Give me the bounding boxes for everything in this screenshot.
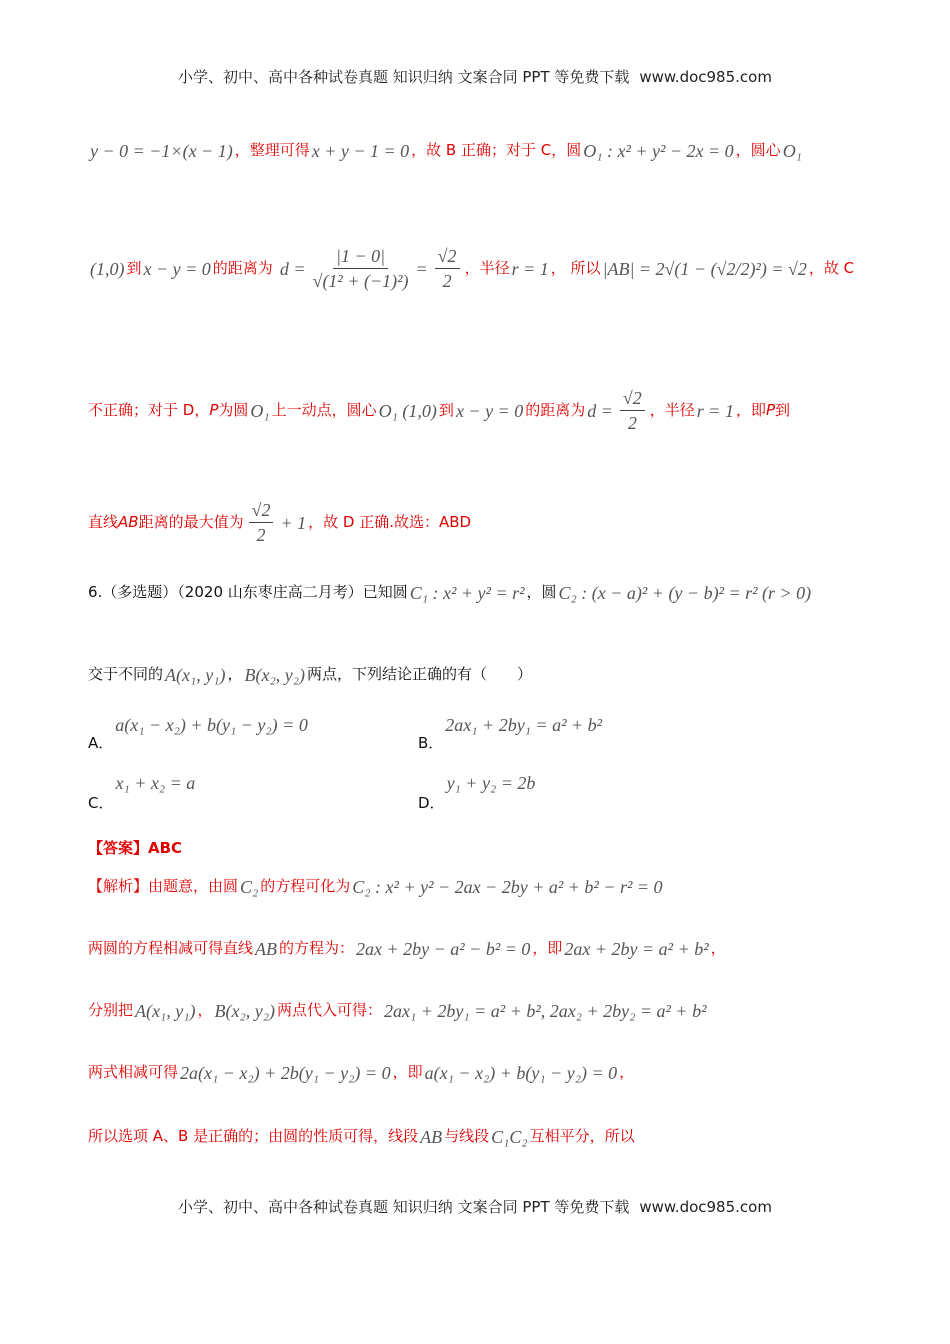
option-letter: D．	[418, 794, 445, 812]
option-d[interactable]	[418, 773, 537, 812]
equation: C₁C₂	[491, 1126, 528, 1147]
fraction	[433, 246, 462, 291]
text: ，	[619, 1063, 635, 1081]
text: 为圆	[218, 401, 249, 419]
equation: x + y − 1 = 0	[311, 140, 410, 161]
page-header	[0, 66, 950, 87]
equation: C₂ : (x − a)² + (y − b)² = r² (r > 0)	[558, 582, 812, 603]
equation: 2ax + 2by − a² − b² = 0	[356, 938, 531, 959]
equation: =	[415, 258, 428, 279]
equation: x − y = 0	[455, 400, 524, 421]
text: 与线段	[444, 1127, 490, 1145]
denominator: 2	[442, 271, 452, 291]
text: 【解析】由题意，由圆	[88, 877, 239, 895]
text: 到	[438, 401, 454, 419]
equation: B(x₂, y₂)	[244, 664, 305, 685]
answer-text: 【答案】ABC	[88, 839, 183, 857]
italic-p: P	[765, 401, 776, 419]
text: 到	[126, 259, 142, 277]
fraction	[618, 388, 647, 433]
text: ，半径	[649, 401, 695, 419]
equation: d =	[279, 258, 306, 279]
text: 互相平分，所以	[529, 1127, 635, 1145]
numerator: √2	[249, 500, 274, 523]
text: ，即	[532, 939, 563, 957]
option-formula: 2ax₁ + 2by₁ = a² + b²	[445, 715, 603, 735]
text: 的方程为：	[279, 939, 355, 957]
equation: A(x₁, y₁)	[165, 664, 226, 685]
option-letter: C．	[88, 794, 114, 812]
footer-text: 小学、初中、高中各种试卷真题 知识归纳 文案合同 PPT 等免费下载	[178, 1198, 630, 1216]
header-url[interactable]: www.doc985.com	[639, 68, 772, 86]
answer	[88, 838, 182, 858]
equation: r = 1	[696, 400, 734, 421]
analysis-line-5	[88, 1126, 635, 1147]
solution-line-1	[88, 140, 804, 161]
option-c[interactable]	[88, 773, 197, 812]
text: ，	[227, 665, 243, 683]
equation: AB	[255, 938, 278, 959]
equation: a(x₁ − x₂) + b(y₁ − y₂) = 0	[424, 1062, 618, 1083]
text: 的距离为	[212, 259, 273, 277]
equation: O₁ (1,0)	[378, 400, 437, 421]
text: ，	[710, 939, 726, 957]
analysis-line-4	[88, 1062, 634, 1083]
equation: y − 0 = −1×(x − 1)	[90, 140, 233, 161]
text: ，故 C	[808, 259, 855, 277]
text: ，即	[392, 1063, 423, 1081]
option-letter: A．	[88, 734, 114, 752]
option-letter: B．	[418, 734, 444, 752]
equation: C₂	[240, 876, 259, 897]
numerator: √2	[435, 246, 460, 269]
text: 到	[775, 401, 791, 419]
equation: r = 1	[511, 258, 549, 279]
equation: 2a(x₁ − x₂) + 2b(y₁ − y₂) = 0	[180, 1062, 391, 1083]
option-formula: a(x₁ − x₂) + b(y₁ − y₂) = 0	[115, 715, 308, 735]
text: 直线	[88, 513, 119, 531]
question-6-stem-1	[88, 582, 813, 603]
text: 上一动点，圆心	[271, 401, 377, 419]
option-a[interactable]	[88, 715, 310, 752]
denominator: 2	[627, 413, 637, 433]
text: ，半径	[464, 259, 510, 277]
text: 两点代入可得：	[277, 1001, 383, 1019]
text: ， 所以	[550, 259, 601, 277]
text: 两圆的方程相减可得直线	[88, 939, 254, 957]
text: 分别把	[88, 1001, 134, 1019]
text: ，整理可得	[234, 141, 310, 159]
text: 交于不同的	[88, 665, 164, 683]
text: 两式相减可得	[88, 1063, 179, 1081]
denominator: 2	[256, 525, 266, 545]
equation: AB	[420, 1126, 443, 1147]
option-b[interactable]	[418, 715, 604, 752]
numerator: |1 − 0|	[333, 246, 388, 269]
denominator: √(1² + (−1)²)	[312, 271, 409, 291]
text: ，即	[735, 401, 766, 419]
equation: B(x₂, y₂)	[214, 1000, 275, 1021]
equation: + 1	[280, 512, 307, 533]
option-formula: x₁ + x₂ = a	[115, 773, 196, 793]
page-footer	[0, 1196, 950, 1217]
equation: A(x₁, y₁)	[135, 1000, 196, 1021]
italic-p: P	[209, 401, 219, 419]
equation: O₁ : x² + y² − 2x = 0	[583, 140, 734, 161]
equation: C₁ : x² + y² = r²	[409, 582, 525, 603]
text: ，圆心	[735, 141, 781, 159]
equation: d =	[587, 400, 613, 421]
analysis-line-3	[88, 1000, 708, 1021]
option-formula: y₁ + y₂ = 2b	[446, 773, 536, 793]
equation: |AB| = 2√(1 − (√2/2)²) = √2	[602, 258, 807, 279]
text: 的距离为	[525, 401, 586, 419]
text: ，圆	[526, 583, 557, 601]
equation: O₁	[250, 400, 270, 421]
question-6-stem-2	[88, 664, 532, 685]
text: 所以选项 A、B 是正确的；由圆的性质可得，线段	[88, 1127, 419, 1145]
equation: C₂ : x² + y² − 2ax − 2by + a² + b² − r² = 0	[352, 876, 663, 897]
solution-line-2	[88, 246, 854, 291]
solution-line-4	[88, 500, 471, 545]
equation: x − y = 0	[143, 258, 211, 279]
text: 不正确；对于 D，	[88, 401, 210, 419]
analysis-line-2	[88, 938, 726, 959]
text: 两点，下列结论正确的有（ ）	[307, 665, 533, 683]
text: 的方程可化为	[260, 877, 351, 895]
fraction	[247, 500, 276, 545]
equation: O₁	[782, 140, 802, 161]
equation: 2ax₁ + 2by₁ = a² + b², 2ax₂ + 2by₂ = a² + b²	[384, 1000, 707, 1021]
analysis-line-1	[88, 876, 665, 897]
header-text: 小学、初中、高中各种试卷真题 知识归纳 文案合同 PPT 等免费下载	[178, 68, 630, 86]
equation: 2ax + 2by = a² + b²	[564, 938, 709, 959]
text: ，故 D 正确.故选：ABD	[308, 513, 472, 531]
text: ，	[197, 1001, 213, 1019]
solution-line-3	[88, 388, 790, 433]
fraction	[311, 246, 411, 291]
footer-url[interactable]: www.doc985.com	[639, 1198, 772, 1216]
italic-ab: AB	[118, 513, 139, 531]
text: 距离的最大值为	[138, 513, 244, 531]
numerator: √2	[620, 388, 645, 411]
equation: (1,0)	[90, 258, 125, 279]
text: ，故 B 正确；对于 C，圆	[411, 141, 582, 159]
text: 6.（多选题）（2020 山东枣庄高二月考）已知圆	[88, 583, 408, 601]
